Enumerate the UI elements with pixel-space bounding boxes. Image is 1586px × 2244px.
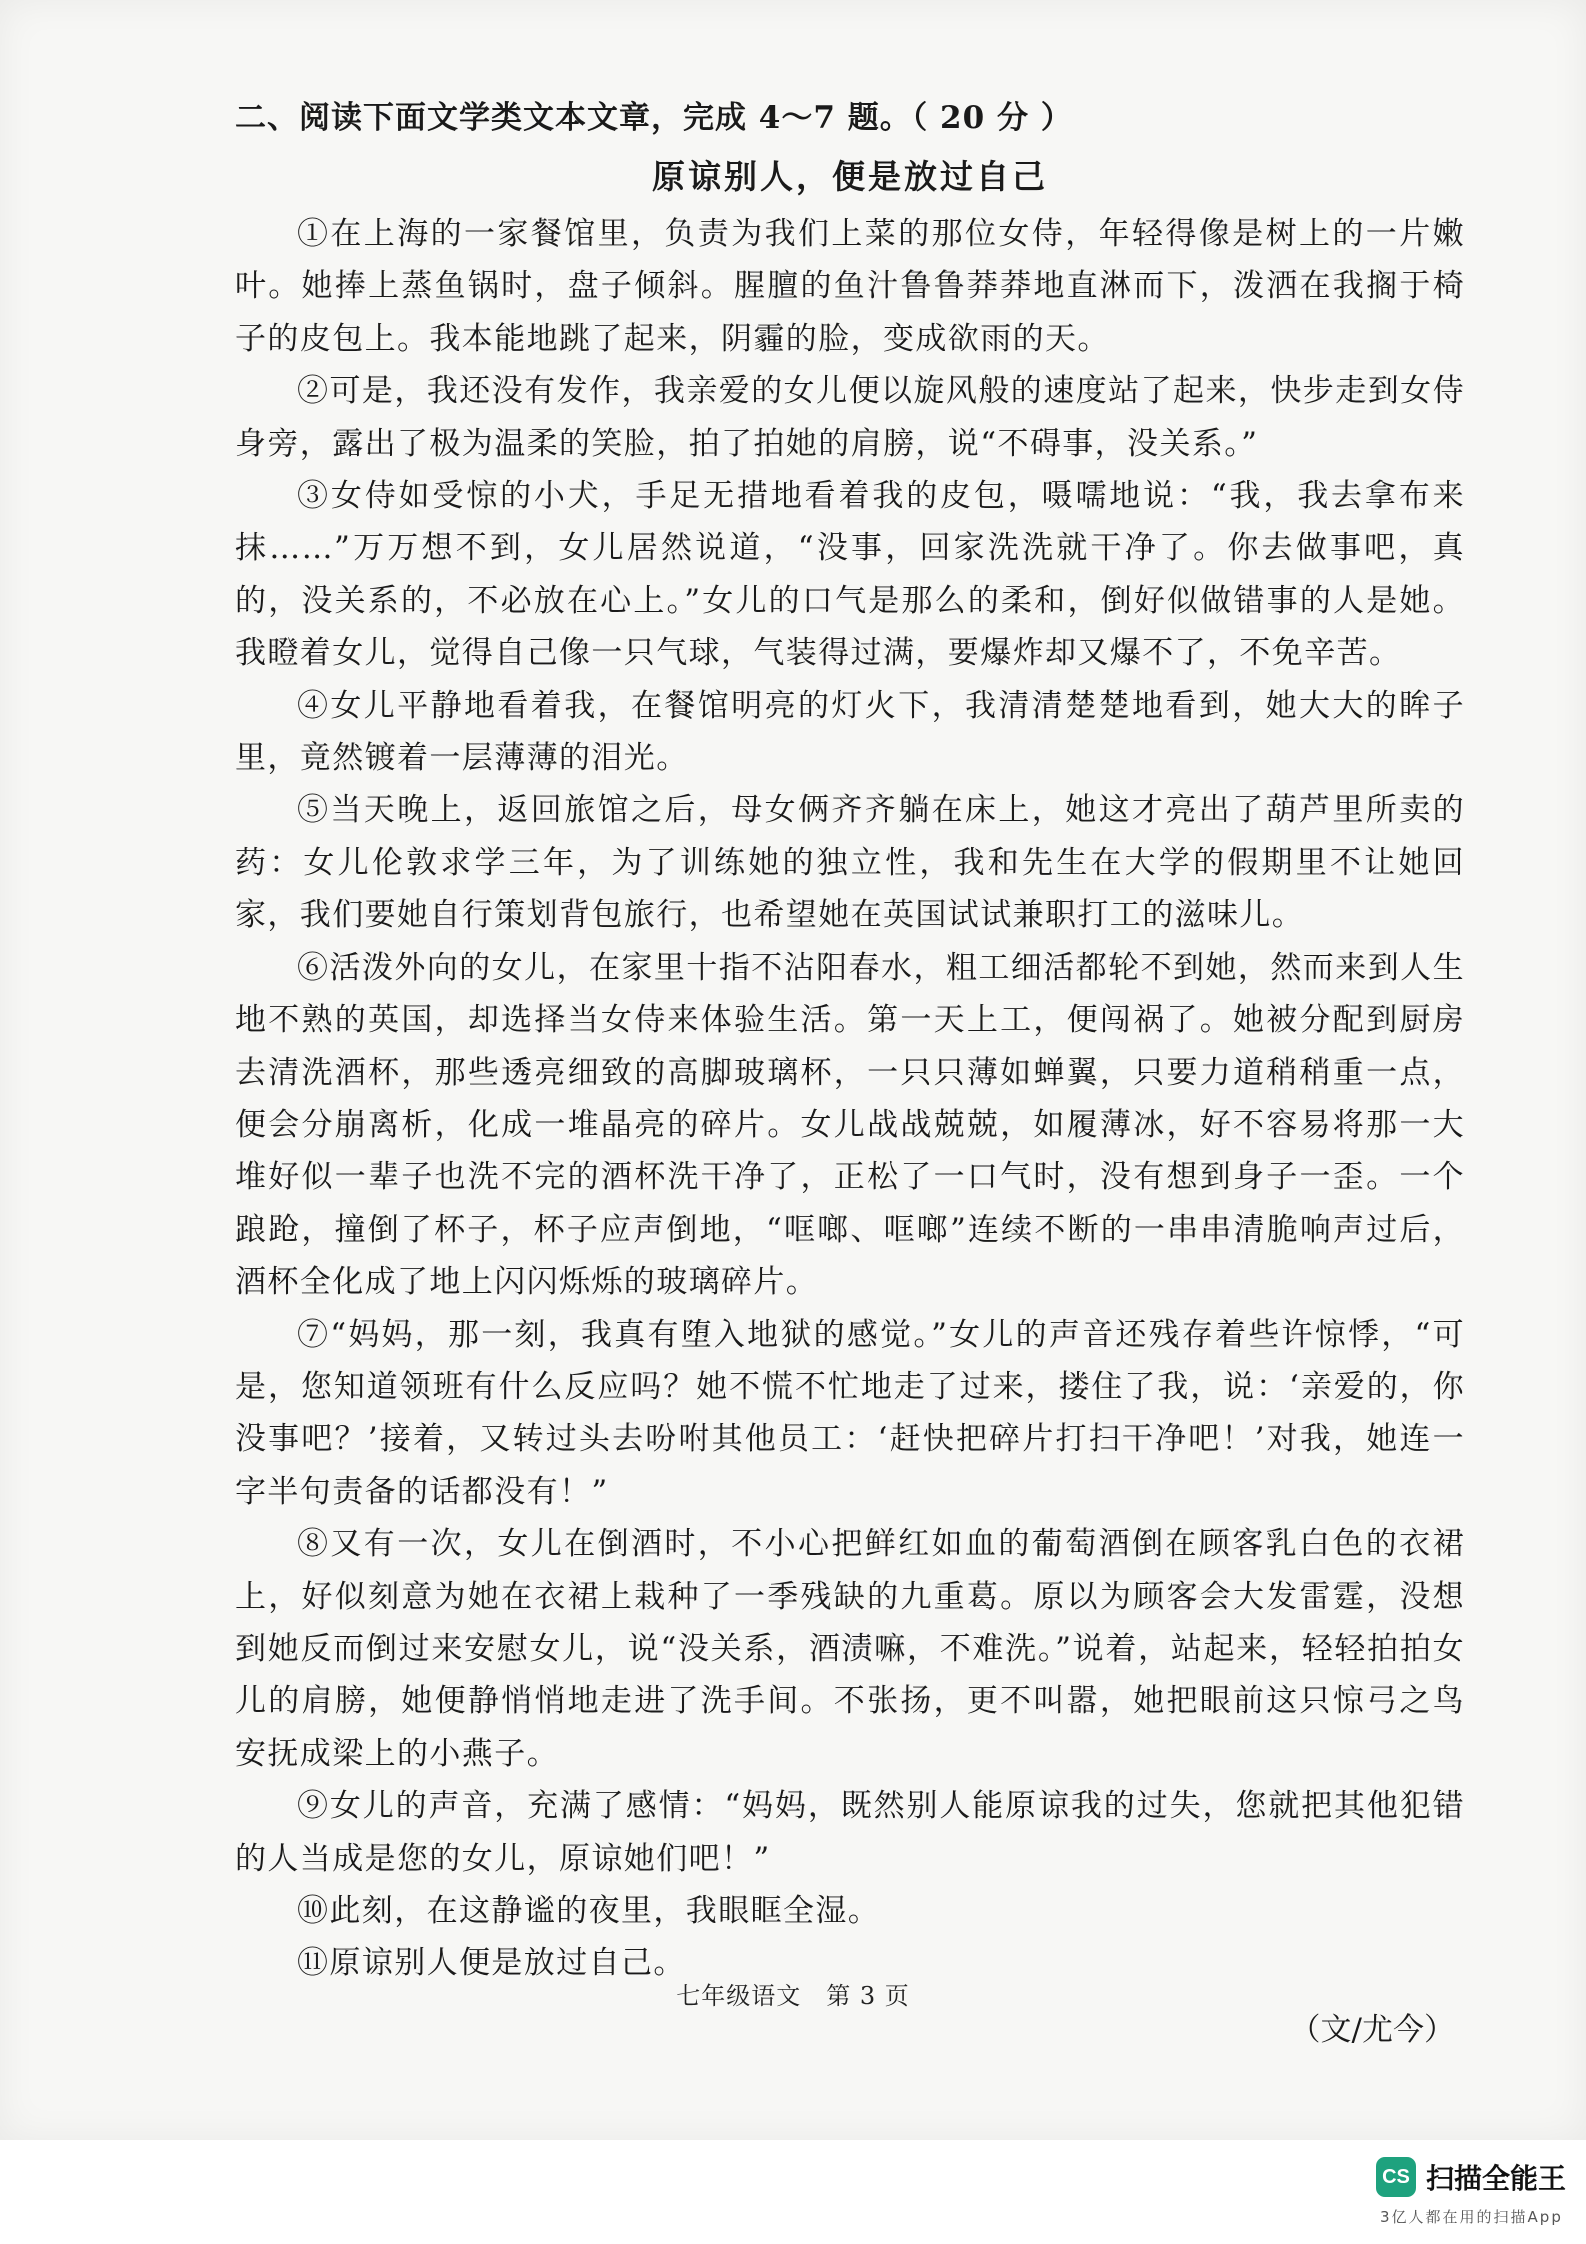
paragraph: ④女儿平静地看着我，在餐馆明亮的灯火下，我清清楚楚地看到，她大大的眸子里，竟然镀着一层薄薄的泪光。 bbox=[235, 687, 1465, 777]
paragraph: ⑤当天晚上，返回旅馆之后，母女俩齐齐躺在床上，她这才亮出了葫芦里所卖的药：女儿伦敦求学三年，为了训练她的独立性，我和先生在大学的假期里不让她回家，我们要她自行策划背包旅行，也希望她在英国试试兼职打工的滋味儿。 bbox=[235, 792, 1465, 934]
watermark-app-name: 扫描全能王 bbox=[1426, 2162, 1567, 2195]
paragraph: ⑧又有一次，女儿在倒酒时，不小心把鲜红如血的葡萄酒倒在顾客乳白色的衣裙上，好似刻意为她在衣裙上栽种了一季残缺的九重葛。原以为顾客会大发雷霆，没想到她反而倒过来安慰女儿，说“没关系，酒渍嘛，不难洗。”说着，站起来，轻轻拍拍女儿的肩膀，她便静悄悄地走进了洗手间。不张扬，更不叫嚣，她把眼前这只惊弓之鸟安抚成梁上的小燕子。 bbox=[235, 1526, 1465, 1772]
watermark-tagline: 3亿人都在用的扫描App bbox=[1380, 2208, 1563, 2226]
camscanner-logo-icon: CS bbox=[1376, 2157, 1416, 2197]
paragraph: ⑦“妈妈，那一刻，我真有堕入地狱的感觉。”女儿的声音还残存着些许惊悸，“可是，您知道领班有什么反应吗？她不慌不忙地走了过来，搂住了我，说：‘亲爱的，你没事吧？’接着，又转过头去吩咐其他员工：‘赶快把碎片打扫干净吧！’对我，她连一字半句责备的话都没有！” bbox=[235, 1316, 1465, 1510]
paragraph: ②可是，我还没有发作，我亲爱的女儿便以旋风般的速度站了起来，快步走到女侍身旁，露出了极为温柔的笑脸，拍了拍她的肩膀，说“不碍事，没关系。” bbox=[235, 373, 1465, 462]
section-heading: 二、阅读下面文学类文本文章，完成 4～7 题。（ 20 分 ） bbox=[235, 100, 1073, 136]
paragraph: ③女侍如受惊的小犬，手足无措地看着我的皮包，嗫嚅地说：“我，我去拿布来抹……”万万想不到，女儿居然说道，“没事，回家洗洗就干净了。你去做事吧，真的，没关系的，不必放在心上。”女儿的口气是那么的柔和，倒好似做错事的人是她。我瞪着女儿，觉得自己像一只气球，气装得过满，要爆炸却又爆不了，不免辛苦。 bbox=[235, 478, 1465, 672]
article-title: 原谅别人，便是放过自己 bbox=[652, 157, 1048, 196]
paragraph: ⑨女儿的声音，充满了感情：“妈妈，既然别人能原谅我的过失，您就把其他犯错的人当成是您的女儿，原谅她们吧！” bbox=[235, 1788, 1465, 1877]
page-footer: 七年级语文 第 3 页 bbox=[676, 1982, 910, 2010]
paragraph: ⑥活泼外向的女儿，在家里十指不沾阳春水，粗工细活都轮不到她，然而来到人生地不熟的英国，却选择当女侍来体验生活。第一天上工，便闯祸了。她被分配到厨房去清洗酒杯，那些透亮细致的高脚玻璃杯，一只只薄如蝉翼，只要力道稍稍重一点，便会分崩离析，化成一堆晶亮的碎片。女儿战战兢兢，如履薄冰，好不容易将那一大堆好似一辈子也洗不完的酒杯洗干净了，正松了一口气时，没有想到身子一歪。一个踉跄，撞倒了杯子，杯子应声倒地，“哐啷、哐啷”连续不断的一串串清脆响声过后，酒杯全化成了地上闪闪烁烁的玻璃碎片。 bbox=[235, 949, 1465, 1301]
paragraph: ⑪原谅别人便是放过自己。 bbox=[297, 1945, 686, 1982]
camscanner-watermark bbox=[1376, 2157, 1566, 2197]
author-byline: （文/尤今） bbox=[1289, 2011, 1455, 2048]
paragraph: ⑩此刻，在这静谧的夜里，我眼眶全湿。 bbox=[297, 1893, 881, 1929]
exam-page bbox=[235, 92, 1465, 2056]
paragraph: ①在上海的一家餐馆里，负责为我们上菜的那位女侍，年轻得像是树上的一片嫩叶。她捧上蒸鱼锅时，盘子倾斜。腥膻的鱼汁鲁鲁莽莽地直淋而下，泼洒在我搁于椅子的皮包上。我本能地跳了起来，阴霾的脸，变成欲雨的天。 bbox=[235, 216, 1465, 357]
